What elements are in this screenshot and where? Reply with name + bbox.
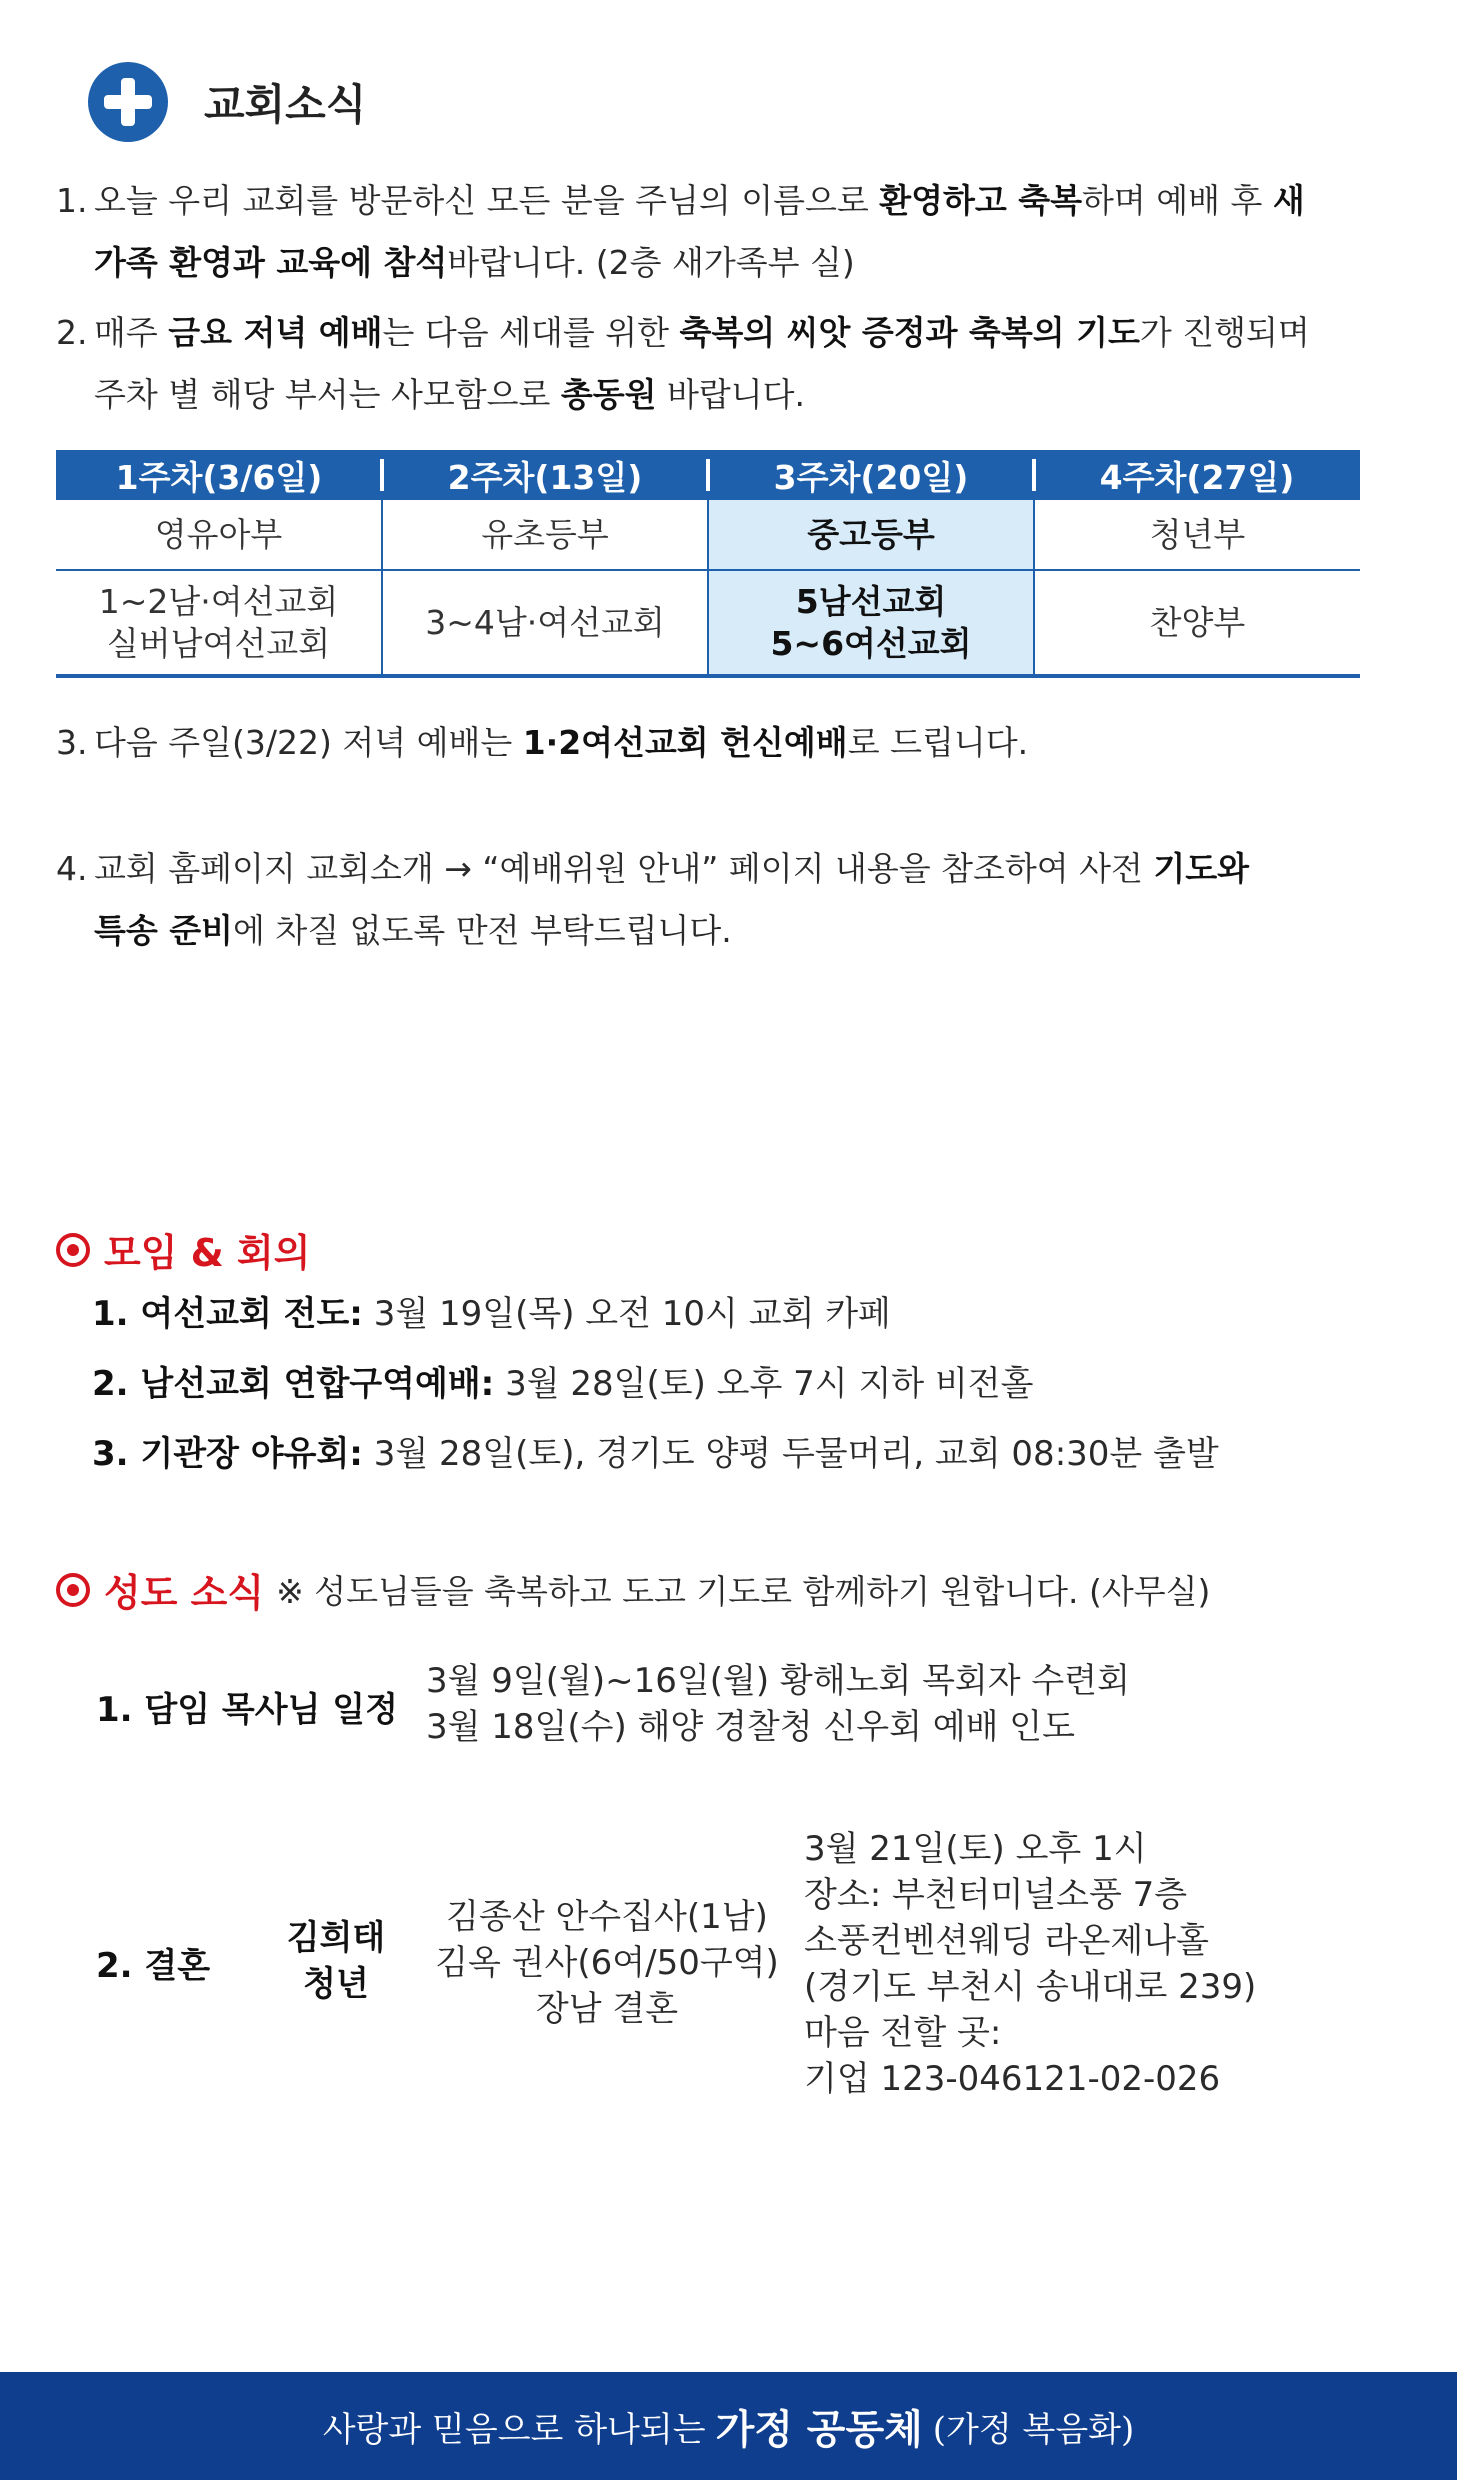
footer-text: (가정 복음화) — [932, 2409, 1135, 2450]
notice-1 — [56, 170, 1386, 294]
meeting-text: 3월 28일(토), 경기도 양평 두물머리, 교회 08:30분 출발 — [362, 1434, 1219, 1474]
bullet-target-icon — [56, 1573, 90, 1607]
meetings-title: 모임 & 회의 — [104, 1231, 311, 1275]
notice-3 — [56, 712, 1386, 774]
meeting-label: 3. 기관장 야유회: — [92, 1434, 363, 1474]
notice-text: 바랍니다. (2층 새가족부 실) — [447, 243, 855, 282]
wedding-parents — [412, 1894, 802, 2032]
table-cell — [56, 570, 382, 676]
notice-text: 주차 별 해당 부서는 사모함으로 — [94, 375, 561, 414]
table-cell-line: 실버남여선교회 — [106, 623, 331, 663]
notice-number: 1. — [56, 181, 88, 220]
wedding-info — [804, 1826, 1256, 2102]
notice-text: 바랍니다. — [656, 375, 806, 414]
notice-text: 하며 예배 후 — [1082, 181, 1273, 220]
table-header-cell: 3주차(20일) — [708, 450, 1034, 500]
wedding-info-line: 장소: 부천터미널소풍 7층 — [804, 1875, 1188, 1915]
notice-text: 에 차질 없도록 만전 부탁드립니다. — [233, 911, 732, 950]
wedding-info-line: 3월 21일(토) 오후 1시 — [804, 1829, 1147, 1869]
notice-number: 2. — [56, 313, 88, 352]
table-row — [56, 570, 1360, 676]
wedding-label: 2. 결혼 — [96, 1946, 211, 1986]
notice-text: 로 드립니다. — [847, 723, 1029, 762]
notice-text: 오늘 우리 교회를 방문하신 모든 분을 주님의 이름으로 — [94, 181, 880, 220]
footer-text: 사랑과 믿음으로 하나되는 — [322, 2409, 706, 2450]
wedding-parents-line: 장남 결혼 — [535, 1989, 679, 2029]
pastor-schedule-line: 3월 18일(수) 해양 경찰청 신우회 예배 인도 — [426, 1707, 1075, 1747]
wedding-info-line: (경기도 부천시 송내대로 239) — [804, 1967, 1257, 2007]
schedule-table — [56, 450, 1360, 678]
notice-text: 다음 주일(3/22) 저녁 예배는 — [94, 723, 523, 762]
wedding-role: 청년 — [303, 1964, 369, 2004]
footer-emphasis: 가정 공동체 — [715, 2405, 923, 2453]
notice-text: 매주 — [94, 313, 169, 352]
notice-bold: 축복의 씨앗 증정과 축복의 기도 — [679, 313, 1140, 352]
table-cell-highlighted — [708, 570, 1034, 676]
pastor-schedule — [426, 1658, 1130, 1750]
notice-bold: 총동원 — [560, 375, 657, 414]
notice-number: 3. — [56, 723, 88, 762]
table-header-cell: 4주차(27일) — [1034, 450, 1360, 500]
meeting-text: 3월 19일(목) 오전 10시 교회 카페 — [362, 1294, 891, 1334]
bullet-target-icon — [56, 1233, 90, 1267]
pastor-schedule-line: 3월 9일(월)~16일(월) 황해노회 목회자 수련회 — [426, 1661, 1130, 1701]
members-title: 성도 소식 — [104, 1571, 265, 1615]
table-cell: 3~4남·여선교회 — [382, 570, 708, 676]
notice-2 — [56, 302, 1386, 426]
table-header-row — [56, 450, 1360, 500]
notice-bold: 기도와 — [1153, 849, 1249, 888]
footer-banner — [0, 2372, 1457, 2480]
members-note: ※ 성도님들을 축복하고 도고 기도로 함께하기 원합니다. (사무실) — [276, 1572, 1211, 1611]
wedding-name: 김희태 — [286, 1918, 386, 1958]
table-cell: 유초등부 — [382, 500, 708, 570]
notice-text: 교회 홈페이지 교회소개 → “예배위원 안내” 페이지 내용을 참조하여 사전 — [94, 849, 1154, 888]
meeting-label: 2. 남선교회 연합구역예배: — [92, 1364, 495, 1404]
wedding-parents-line: 김종산 안수집사(1남) — [446, 1897, 768, 1937]
pastor-schedule-label: 1. 담임 목사님 일정 — [96, 1690, 398, 1730]
section-title: 교회소식 — [204, 80, 367, 129]
wedding-info-line: 기업 123-046121-02-026 — [804, 2059, 1221, 2099]
notice-text: 가 진행되며 — [1139, 313, 1310, 352]
meeting-item — [92, 1286, 891, 1335]
cross-icon — [88, 62, 168, 142]
notice-bold: 환영하고 축복 — [879, 181, 1082, 220]
table-header-cell: 1주차(3/6일) — [56, 450, 382, 500]
notice-text: 는 다음 세대를 위한 — [382, 313, 680, 352]
table-cell: 청년부 — [1034, 500, 1360, 570]
notice-number: 4. — [56, 849, 88, 888]
meeting-item — [92, 1356, 1033, 1405]
table-cell-highlighted: 중고등부 — [708, 500, 1034, 570]
meetings-heading — [56, 1222, 310, 1277]
table-cell-line: 5남선교회 — [795, 581, 947, 621]
meeting-text: 3월 28일(토) 오후 7시 지하 비전홀 — [494, 1364, 1034, 1404]
notice-bold: 가족 환영과 교육에 참석 — [94, 243, 448, 282]
notice-bold: 1·2여선교회 헌신예배 — [522, 723, 848, 762]
members-heading — [56, 1562, 1210, 1617]
notice-bold: 새 — [1272, 181, 1305, 220]
table-header-cell: 2주차(13일) — [382, 450, 708, 500]
table-row — [56, 500, 1360, 570]
meeting-label: 1. 여선교회 전도: — [92, 1294, 363, 1334]
meeting-item — [92, 1426, 1219, 1475]
notice-bold: 금요 저녁 예배 — [168, 313, 383, 352]
notice-bold: 특송 준비 — [94, 911, 234, 950]
table-cell: 찬양부 — [1034, 570, 1360, 676]
table-cell: 영유아부 — [56, 500, 382, 570]
table-cell-line: 5~6여선교회 — [770, 623, 972, 663]
wedding-info-line: 소풍컨벤션웨딩 라온제나홀 — [804, 1921, 1209, 1961]
wedding-person — [256, 1915, 416, 2007]
table-cell-line: 1~2남·여선교회 — [98, 581, 339, 621]
section-header — [88, 62, 366, 142]
wedding-parents-line: 김옥 권사(6여/50구역) — [435, 1943, 779, 1983]
wedding-info-line: 마음 전할 곳: — [804, 2013, 1002, 2053]
notice-4 — [56, 838, 1386, 962]
